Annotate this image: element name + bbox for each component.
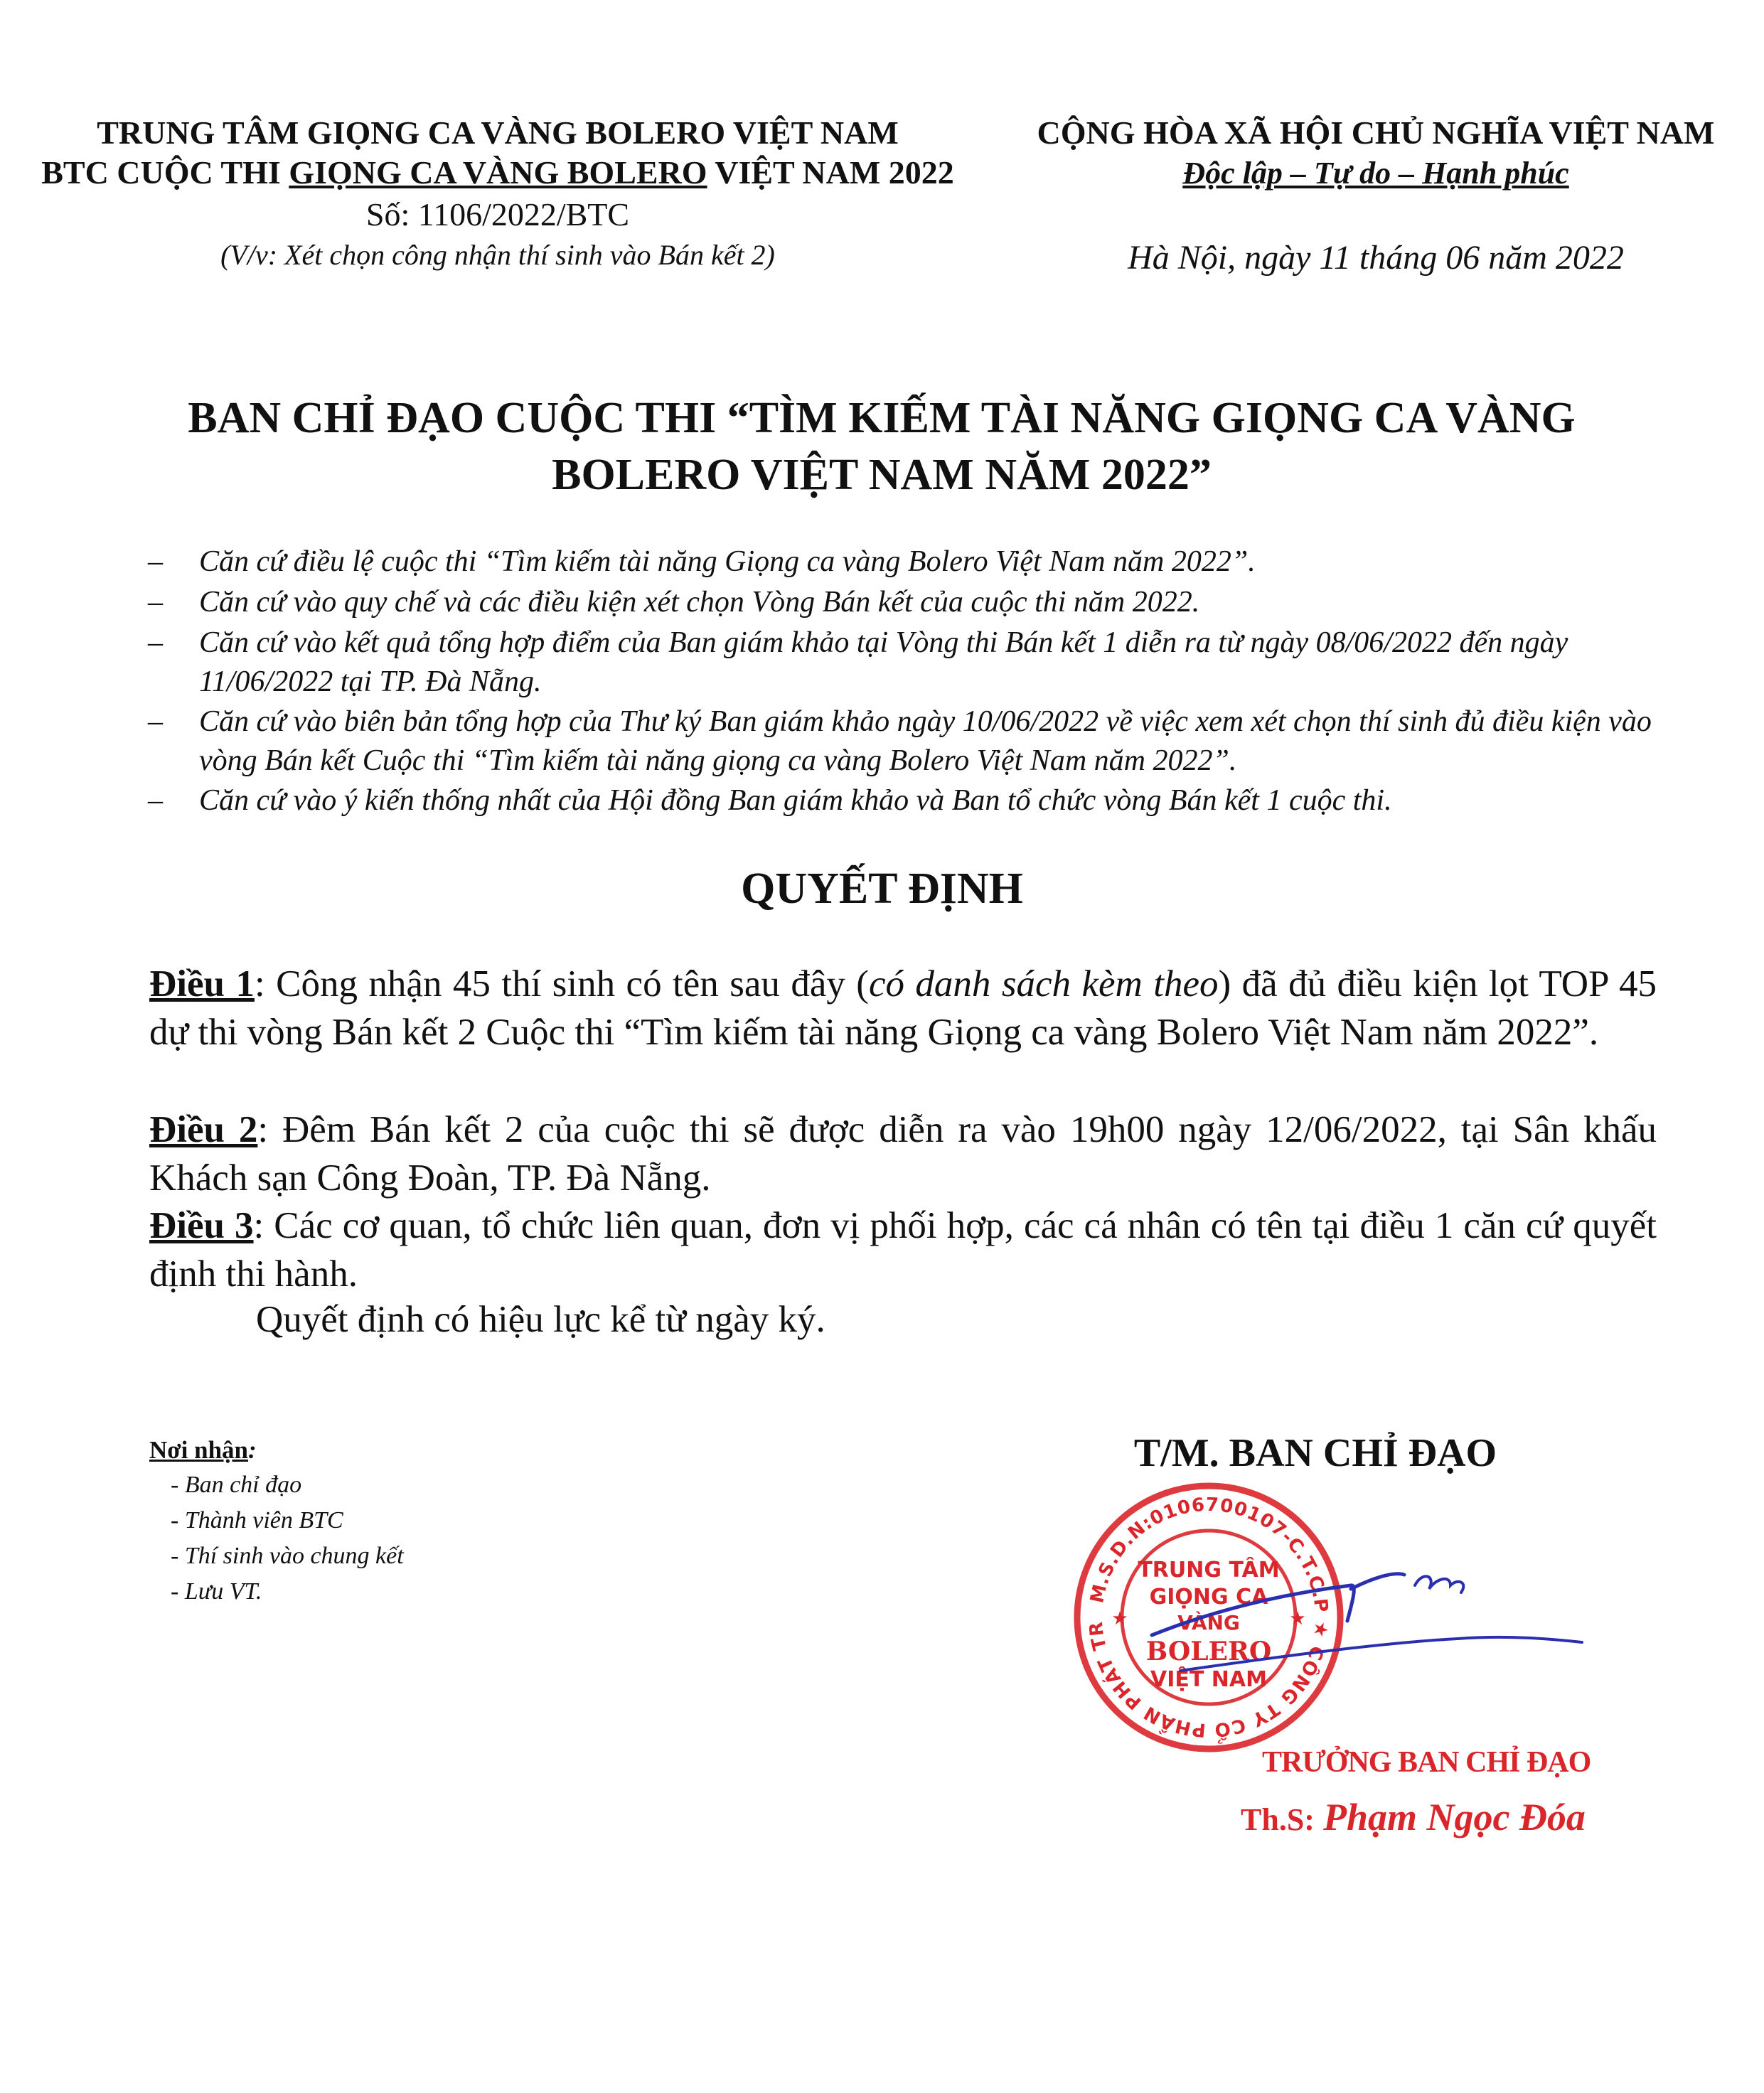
bullet-dash: – — [148, 586, 163, 619]
svg-text:★: ★ — [1289, 1608, 1306, 1629]
document-title — [100, 390, 1664, 503]
signer-name: Phạm Ngọc Đóa — [1322, 1796, 1586, 1838]
committee-name-underlined: GIỌNG CA VÀNG BOLERO — [289, 154, 707, 191]
national-motto: Độc lập – Tự do – Hạnh phúc — [1182, 156, 1569, 191]
bullet-dash: – — [148, 784, 163, 817]
svg-text:M.S.D.N:0106700107-C.T.C.P ★ C: M.S.D.N:0106700107-C.T.C.P ★ CÔNG TY CỔ PHẦN PHÁT TR — [1085, 1494, 1332, 1741]
article-1-text-after: ) đã đủ điều kiện lọt TOP 45 dự thi vòng Bán kết 2 Cuộc thi “Tìm kiếm tài năng Giọng ca vàng Bolero Việt Nam năm 2022”. — [149, 963, 1657, 1053]
basis-item — [148, 623, 1664, 702]
nation-title: CỘNG HÒA XÃ HỘI CHỦ NGHĨA VIỆT NAM — [1037, 114, 1715, 151]
recipients-label — [149, 1436, 257, 1465]
committee-name-suffix: VIỆT NAM 2022 — [707, 154, 954, 191]
article-3 — [149, 1201, 1657, 1298]
document-title-line1: BAN CHỈ ĐẠO CUỘC THI “TÌM KIẾM TÀI NĂNG GIỌNG CA VÀNG — [188, 394, 1576, 442]
basis-text: Căn cứ vào biên bản tổng hợp của Thư ký Ban giám khảo ngày 10/06/2022 về việc xem xét chọn thí sinh đủ điều kiện vào vòng Bán kết Cuộc thi “Tìm kiếm tài năng giọng ca vàng Bolero Việt Nam năm 2022”. — [199, 705, 1652, 777]
article-1-attachment-note: có danh sách kèm theo — [868, 963, 1219, 1005]
svg-text:TRUNG TÂM: TRUNG TÂM — [1138, 1558, 1280, 1583]
signer-title: Th.S: — [1241, 1802, 1315, 1837]
recipient-item: - Ban chỉ đạo — [171, 1472, 302, 1498]
basis-item — [148, 702, 1664, 781]
article-2 — [149, 1106, 1657, 1202]
document-number: Số: 1106/2022/BTC — [365, 196, 630, 232]
recipients-label-colon: : — [248, 1436, 257, 1464]
basis-item — [148, 583, 1664, 622]
article-1-label: Điều 1 — [149, 963, 255, 1005]
handwritten-signature — [1138, 1564, 1593, 1692]
document-title-line2: BOLERO VIỆT NAM NĂM 2022” — [552, 451, 1212, 499]
article-3-text: : Các cơ quan, tổ chức liên quan, đơn vị phối hợp, các cá nhân có tên tại điều 1 căn cứ quyết định thi hành. — [149, 1205, 1657, 1295]
article-3-label: Điều 3 — [149, 1205, 254, 1246]
article-2-text: : Đêm Bán kết 2 của cuộc thi sẽ được diễn ra vào 19h00 ngày 12/06/2022, tại Sân khấu Khách sạn Công Đoàn, TP. Đà Nẵng. — [149, 1109, 1657, 1199]
basis-text: Căn cứ vào kết quả tổng hợp điểm của Ban giám khảo tại Vòng thi Bán kết 1 diễn ra từ ngày 08/06/2022 đến ngày 11/06/2022 tại TP. Đà Nẵng. — [199, 626, 1568, 698]
decision-heading: QUYẾT ĐỊNH — [741, 864, 1023, 913]
national-motto-line — [988, 155, 1763, 191]
basis-text: Căn cứ vào quy chế và các điều kiện xét chọn Vòng Bán kết của cuộc thi năm 2022. — [199, 586, 1200, 619]
on-behalf-heading: T/M. BAN CHỈ ĐẠO — [1133, 1431, 1497, 1475]
basis-text: Căn cứ vào ý kiến thống nhất của Hội đồng Ban giám khảo và Ban tổ chức vòng Bán kết 1 cuộc thi. — [199, 784, 1392, 817]
bullet-dash: – — [148, 705, 163, 738]
signer-name-line — [1241, 1795, 1586, 1839]
basis-text: Căn cứ điều lệ cuộc thi “Tìm kiếm tài năng Giọng ca vàng Bolero Việt Nam năm 2022”. — [199, 545, 1256, 578]
svg-text:VÀNG: VÀNG — [1177, 1611, 1240, 1634]
article-1-text-before: : Công nhận 45 thí sinh có tên sau đây ( — [254, 963, 869, 1005]
committee-name — [14, 154, 981, 191]
recipient-item: - Thành viên BTC — [171, 1507, 343, 1533]
article-2-label: Điều 2 — [149, 1109, 258, 1150]
basis-item — [148, 542, 1664, 582]
basis-item — [148, 781, 1664, 820]
recipients-label-text: Nơi nhận — [149, 1436, 249, 1464]
svg-text:★: ★ — [1111, 1608, 1128, 1629]
place-and-date: Hà Nội, ngày 11 tháng 06 năm 2022 — [1128, 239, 1624, 277]
bullet-dash: – — [148, 545, 163, 578]
svg-text:BOLERO: BOLERO — [1145, 1637, 1272, 1666]
recipient-item: - Lưu VT. — [171, 1578, 262, 1605]
organization-name: TRUNG TÂM GIỌNG CA VÀNG BOLERO VIỆT NAM — [97, 114, 899, 151]
recipient-item: - Thí sinh vào chung kết — [171, 1543, 404, 1569]
bullet-dash: – — [148, 626, 163, 659]
svg-text:GIỌNG CA: GIỌNG CA — [1149, 1585, 1268, 1610]
document-subject: (V/v: Xét chọn công nhận thí sinh vào Bán kết 2) — [220, 239, 775, 271]
svg-text:VIỆT NAM: VIỆT NAM — [1150, 1667, 1267, 1692]
effective-clause: Quyết định có hiệu lực kể từ ngày ký. — [256, 1299, 825, 1340]
committee-name-prefix: BTC CUỘC THI — [41, 154, 289, 191]
article-1 — [149, 960, 1657, 1056]
signer-position: TRƯỞNG BAN CHỈ ĐẠO — [1262, 1746, 1591, 1779]
